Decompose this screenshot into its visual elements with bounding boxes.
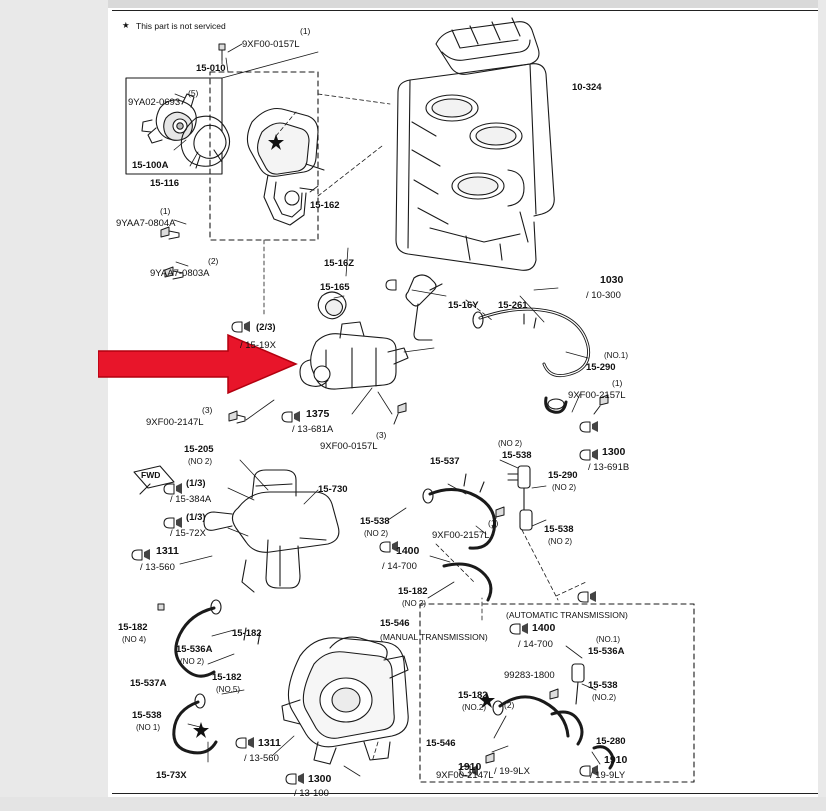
label-15-546-a: 15-546 bbox=[380, 618, 410, 629]
qty-9xf00-2157l-a: (1) bbox=[612, 378, 623, 388]
label-15-538-e: 15-538 bbox=[132, 710, 162, 721]
label-1400-b: 1400 bbox=[532, 622, 556, 634]
qty-9yaa7-0803a: (2) bbox=[208, 256, 219, 266]
qty-15-538-e: (NO 1) bbox=[136, 723, 160, 732]
qty-15-538-b: (NO 2) bbox=[364, 529, 388, 538]
qty-15-205: (NO 2) bbox=[188, 457, 212, 466]
label-1400-b-sub: / 14-700 bbox=[518, 639, 553, 650]
label-1910-a: 1910 bbox=[458, 761, 482, 773]
qty-9xf00-2157l-b: (1) bbox=[488, 518, 499, 528]
label-15-182-e: 15-182 bbox=[458, 690, 488, 701]
qty-15-538-a: (NO 2) bbox=[498, 439, 522, 448]
label-1311-b: 1311 bbox=[258, 737, 281, 749]
label-9xf00-2157l-b: 9XF00-2157L bbox=[432, 530, 490, 541]
qty-15-72x: (1/3) bbox=[186, 512, 206, 523]
label-15-205: 15-205 bbox=[184, 444, 214, 455]
label-1400-a-sub: / 14-700 bbox=[382, 561, 417, 572]
label-15-162: 15-162 bbox=[310, 200, 340, 211]
label-1300-b: 1300 bbox=[308, 773, 332, 785]
qty-15-384a: (1/3) bbox=[186, 478, 206, 489]
section-manual-transmission: (MANUAL TRANSMISSION) bbox=[380, 632, 488, 642]
qty-9xf00-0157l-top: (1) bbox=[300, 26, 311, 36]
qty-15-538-d: (NO.2) bbox=[592, 693, 616, 702]
qty-15-536a-b: (NO.1) bbox=[596, 635, 620, 644]
label-15-73x: 15-73X bbox=[156, 770, 187, 781]
label-1910-b-sub: / 19-9LY bbox=[590, 770, 626, 781]
label-15-538-c: 15-538 bbox=[544, 524, 574, 535]
label-1375: 1375 bbox=[306, 408, 330, 420]
label-15-182-c: 15-182 bbox=[232, 628, 262, 639]
legend-text: This part is not serviced bbox=[136, 21, 226, 31]
label-15-290-a: 15-290 bbox=[586, 362, 616, 373]
label-1030-sub: / 10-300 bbox=[586, 290, 621, 301]
label-15-261: 15-261 bbox=[498, 300, 528, 311]
label-15-182-a: 15-182 bbox=[398, 586, 428, 597]
label-15-16z: 15-16Z bbox=[324, 258, 355, 269]
qty-15-538-c: (NO 2) bbox=[548, 537, 572, 546]
label-1311-b-sub: / 13-560 bbox=[244, 753, 279, 764]
label-1311-a: 1311 bbox=[156, 545, 179, 557]
label-1400-a: 1400 bbox=[396, 545, 420, 557]
label-9xf00-2147l-a: 9XF00-2147L bbox=[146, 417, 204, 428]
label-9xf00-2157l-a: 9XF00-2157L bbox=[568, 390, 626, 401]
label-15-100a: 15-100A bbox=[132, 160, 169, 171]
qty-15-182-d: (NO.5) bbox=[216, 685, 240, 694]
label-15-537: 15-537 bbox=[430, 456, 460, 467]
label-9yaa7-0803a: 9YAA7-0803A bbox=[150, 268, 210, 279]
label-15-536a-a: 15-536A bbox=[176, 644, 213, 655]
label-15-538-a: 15-538 bbox=[502, 450, 532, 461]
qty-15-290-no1: (NO.1) bbox=[604, 351, 628, 360]
label-15-384a: / 15-384A bbox=[170, 494, 212, 505]
label-9xf00-2147l-b: 9XF00-2147L bbox=[436, 770, 494, 781]
label-15-538-b: 15-538 bbox=[360, 516, 390, 527]
label-15-290-b: 15-290 bbox=[548, 470, 578, 481]
qty-15-290-b: (NO 2) bbox=[552, 483, 576, 492]
qty-15-182-e: (NO.2) bbox=[462, 703, 486, 712]
label-15-280: 15-280 bbox=[596, 736, 626, 747]
label-15-72x: / 15-72X bbox=[170, 528, 206, 539]
label-15-730: 15-730 bbox=[318, 484, 348, 495]
label-15-537a: 15-537A bbox=[130, 678, 167, 689]
label-9xf00-0157l-top: 9XF00-0157L bbox=[242, 39, 300, 50]
label-9xf00-0157l-b: 9XF00-0157L bbox=[320, 441, 378, 452]
qty-9ya02-0693: (5) bbox=[188, 88, 199, 98]
label-99283-1800: 99283-1800 bbox=[504, 670, 555, 681]
qty-15-182-b: (NO 4) bbox=[122, 635, 146, 644]
label-1910-b: 1910 bbox=[604, 754, 628, 766]
qty-15-19x: (2/3) bbox=[256, 322, 276, 333]
fwd-direction-label: FWD bbox=[141, 470, 161, 480]
label-1300-b-sub: / 13-100 bbox=[294, 788, 329, 799]
label-9ya02-0693: 9YA02-0693 bbox=[128, 97, 181, 108]
label-15-010: 15-010 bbox=[196, 63, 226, 74]
label-15-538-d: 15-538 bbox=[588, 680, 618, 691]
qty-9xf00-2147l-b: (2) bbox=[504, 700, 515, 710]
label-15-546-b: 15-546 bbox=[426, 738, 456, 749]
label-15-536a-b: 15-536A bbox=[588, 646, 625, 657]
qty-15-182-a: (NO 2) bbox=[402, 599, 426, 608]
label-1300-a: 1300 bbox=[602, 446, 626, 458]
label-15-16y: 15-16Y bbox=[448, 300, 479, 311]
label-1300-a-sub: / 13-691B bbox=[588, 462, 630, 473]
qty-9xf00-0157l-b: (3) bbox=[376, 430, 387, 440]
label-15-182-b: 15-182 bbox=[118, 622, 148, 633]
qty-9xf00-2147l-a: (3) bbox=[202, 405, 213, 415]
label-15-19x: / 15-19X bbox=[240, 340, 276, 351]
qty-9yaa7-0804a: (1) bbox=[160, 206, 171, 216]
label-10-324: 10-324 bbox=[572, 82, 602, 93]
label-15-165: 15-165 bbox=[320, 282, 350, 293]
label-15-182-d: 15-182 bbox=[212, 672, 242, 683]
legend-star-icon: ★ bbox=[122, 20, 130, 30]
label-1375-sub: / 13-681A bbox=[292, 424, 334, 435]
qty-15-536a-a: (NO 2) bbox=[180, 657, 204, 666]
label-15-116: 15-116 bbox=[150, 178, 180, 189]
label-9yaa7-0804a: 9YAA7-0804A bbox=[116, 218, 176, 229]
label-1910-a-sub: / 19-9LX bbox=[494, 766, 530, 777]
label-1030: 1030 bbox=[600, 274, 624, 286]
label-1311-a-sub: / 13-560 bbox=[140, 562, 175, 573]
section-automatic-transmission: (AUTOMATIC TRANSMISSION) bbox=[506, 610, 628, 620]
